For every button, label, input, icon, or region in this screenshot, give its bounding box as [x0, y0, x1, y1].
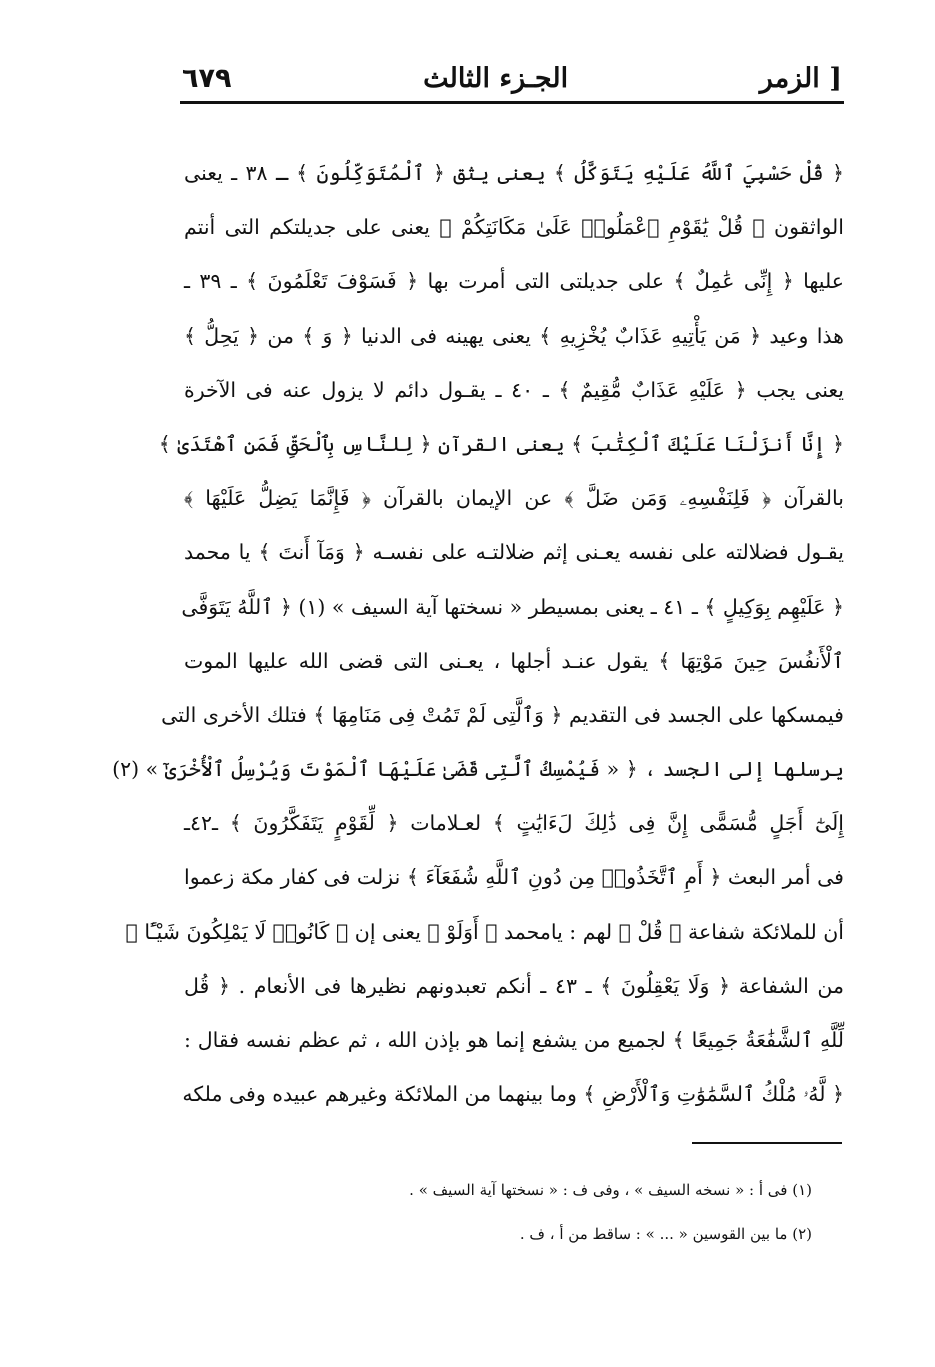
header-divider	[180, 101, 844, 104]
text-line: الواثقون ﴿ قُلْ يَٰقَوْمِ ٱعْمَلُوا۟ عَلَىٰ مَكَانَتِكُمْ ﴾ يعنى على جديلتكم التى أنتم	[184, 215, 844, 240]
surah-title: الزمر ]	[759, 62, 842, 94]
text-line: عليها ﴿ إِنِّى عَٰمِلٌ ﴾ على جديلتى التى أمرت بها ﴿ فَسَوْفَ تَعْلَمُونَ ﴾ ـ ٣٩ ـ	[184, 269, 844, 294]
text-line: بالقرآن ﴿ فَلِنَفْسِهِۦ وَمَن ضَلَّ ﴾ عن الإيمان بالقرآن ﴿ فَإِنَّمَا يَضِلُّ عَلَيْهَا ﴾	[184, 486, 844, 511]
body-text	[112, 146, 844, 1121]
text-line: فى أمر البعث ﴿ أَمِ ٱتَّخَذُوا۟ مِن دُونِ ٱللَّهِ شُفَعَآءَ ﴾ نزلت فى كفار مكة زعموا	[184, 865, 844, 890]
footnotes	[320, 1172, 812, 1260]
page-number: ٦٧٩	[182, 62, 232, 94]
text-line: إِلَىٰٓ أَجَلٍ مُّسَمًّى إِنَّ فِى ذَٰلِكَ لَءَايَٰتٍ ﴾ لعـلامات ﴿ لِّقَوْمٍ يَتَفَكَّرُونَ ﴾ ـ٤٢ـ	[184, 811, 844, 836]
part-title: الجـزء الثالث	[423, 62, 569, 94]
text-line: ﴿ عَلَيْهِم بِوَكِيلٍ ﴾ ـ ٤١ ـ يعنى بمسيطر « نسختها آية السيف » (١) ﴿ ٱللَّهُ يَتَوَفَّى	[181, 594, 844, 619]
text-line: ﴿ قُلْ حَسْبِيَ ٱللَّهُ عَلَيْهِ يَتَوَكَّلُ ﴾ يعنى يثق ﴿ ٱلْمُتَوَكِّلُونَ ﴾ ـ ٣٨ ـ يعنى	[184, 161, 844, 185]
footnote: (١) فى أ : « نسخه السيف » ، وفى ف : « نسختها آية السيف » .	[409, 1181, 812, 1199]
footnote: (٢) ما بين القوسين « ... » : ساقط من أ ، ف .	[519, 1225, 812, 1243]
text-line: ﴿ لَّهُۥ مُلْكُ ٱلسَّمَٰوَٰتِ وَٱلْأَرْضِ ﴾ وما بينهما من الملائكة وغيرهم عبيده وفى ملكه	[182, 1082, 844, 1107]
text-line: من الشفاعة ﴿ وَلَا يَعْقِلُونَ ﴾ ـ ٤٣ ـ أنكم تعبدونهم نظيرها فى الأنعام . ﴿ قُل	[184, 973, 844, 998]
text-line: أن للملائكة شفاعة ﴿ قُلْ ﴾ لهم : يامحمد ﴿ أَوَلَوْ ﴾ يعنى إن ﴿ كَانُوا۟ لَا يَمْلِكُونَ شَيْـًٔا ﴾	[125, 919, 844, 944]
footnote-divider	[692, 1142, 842, 1144]
page-header	[182, 58, 842, 98]
text-line: هذا وعيد ﴿ مَن يَأْتِيهِ عَذَابٌ يُخْزِيهِ ﴾ يعنى يهينه فى الدنيا ﴿ وَ ﴾ من ﴿ يَحِلُّ ﴾	[184, 323, 844, 348]
text-line: ٱلْأَنفُسَ حِينَ مَوْتِهَا ﴾ يقول عنـد أجلها ، يعـنى التى قضى الله عليها الموت	[184, 648, 844, 673]
text-line: يرسلها إلى الجسد ، ﴿ « فَيُمْسِكُ ٱلَّتِى قَضَىٰ عَلَيْهَا ٱلْمَوْتَ وَيُرْسِلُ ٱلْأُخْرَىٰٓ » (٢)	[112, 757, 844, 782]
text-line: لِّلَّهِ ٱلشَّفَٰعَةُ جَمِيعًا ﴾ لجميع من يشفع إنما هو بإذن الله ، ثم عظم نفسه فقال :	[184, 1028, 844, 1052]
text-line: يعنى يجب ﴿ عَلَيْهِ عَذَابٌ مُّقِيمٌ ﴾ ـ ٤٠ ـ يقـول دائم لا يزول عنه فى الآخرة	[184, 377, 844, 402]
text-line: ﴿ إِنَّا أَنزَلْنَا عَلَيْكَ ٱلْكِتَٰبَ ﴾ يعنى القرآن ﴿ لِلنَّاسِ بِٱلْحَقِّ فَمَنِ ٱهْتَدَىٰ ﴾	[158, 431, 844, 456]
text-line: فيمسكها على الجسد فى التقديم ﴿ وَٱلَّتِى لَمْ تَمُتْ فِى مَنَامِهَا ﴾ فتلك الأخرى التى	[161, 702, 844, 727]
text-line: يقـول فضلالته على نفسه يعـنى إثم ضلالتـه على نفسـه ﴿ وَمَآ أَنتَ ﴾ يا محمد	[184, 540, 844, 565]
